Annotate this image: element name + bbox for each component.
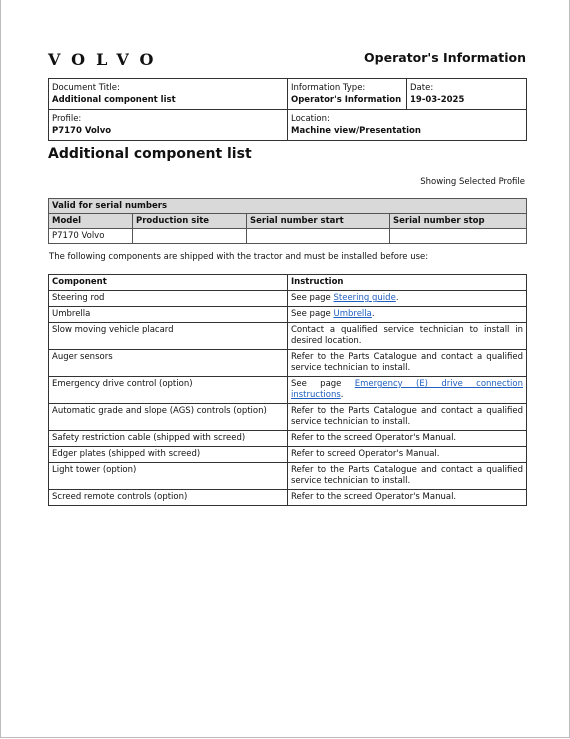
- serial-table-row: [49, 229, 527, 244]
- serial-cell-production-site: [133, 229, 247, 244]
- components-table: [48, 274, 527, 506]
- serial-header-model: Model: [49, 214, 133, 229]
- instruction-text: Contact a qualified service technician to install in desired location.: [291, 325, 523, 346]
- instruction-cell: [288, 307, 527, 323]
- instruction-text-end: .: [395, 293, 399, 303]
- document-title-cell: [49, 79, 288, 110]
- instruction-text: See page: [291, 293, 334, 303]
- table-row: [49, 490, 527, 506]
- table-row: [49, 463, 527, 490]
- info-type-value: Operator's Information: [291, 95, 402, 105]
- date-cell: [407, 79, 527, 110]
- component-cell: Screed remote controls (option): [49, 490, 288, 506]
- serial-cell-start: [247, 229, 390, 244]
- serial-table-caption: Valid for serial numbers: [49, 199, 527, 214]
- component-cell: Slow moving vehicle placard: [49, 323, 288, 350]
- table-row: [49, 291, 527, 307]
- instruction-text: See page: [291, 309, 334, 319]
- info-type-cell: [288, 79, 407, 110]
- location-label: Location:: [291, 114, 330, 124]
- component-cell: Auger sensors: [49, 350, 288, 377]
- component-cell: Automatic grade and slope (AGS) controls (option): [49, 404, 288, 431]
- instruction-text: Refer to the screed Operator's Manual.: [291, 492, 457, 502]
- component-cell: Emergency drive control (option): [49, 377, 288, 404]
- instruction-cell: [288, 463, 527, 490]
- info-type-label: Information Type:: [291, 83, 366, 93]
- document-title-value: Additional component list: [52, 95, 176, 105]
- profile-value: P7170 Volvo: [52, 126, 112, 136]
- instruction-text: Refer to screed Operator's Manual.: [291, 449, 440, 459]
- page-header: [48, 50, 526, 70]
- instruction-text: See page: [291, 379, 355, 389]
- profile-cell: [49, 110, 288, 141]
- instruction-text: Refer to the Parts Catalogue and contact a qualified service technician to install.: [291, 465, 523, 486]
- table-row: [49, 447, 527, 463]
- date-label: Date:: [410, 83, 434, 93]
- component-cell: Steering rod: [49, 291, 288, 307]
- instruction-text: Refer to the screed Operator's Manual.: [291, 433, 457, 443]
- instruction-link[interactable]: Emergency (E) drive connection instructions: [291, 379, 523, 400]
- showing-profile-text: Showing Selected Profile: [420, 177, 525, 187]
- table-row: [49, 404, 527, 431]
- serial-cell-model: P7170 Volvo: [49, 229, 133, 244]
- profile-label: Profile:: [52, 114, 82, 124]
- component-cell: Light tower (option): [49, 463, 288, 490]
- table-row: [49, 307, 527, 323]
- instruction-cell: [288, 377, 527, 404]
- volvo-logo: VOLVO: [48, 50, 165, 69]
- component-cell: Edger plates (shipped with screed): [49, 447, 288, 463]
- instruction-column-header: Instruction: [288, 275, 527, 291]
- intro-text: The following components are shipped with the tractor and must be installed before use:: [49, 252, 429, 262]
- instruction-link[interactable]: Steering guide: [333, 293, 396, 303]
- date-value: 19-03-2025: [410, 95, 465, 105]
- instruction-cell: [288, 350, 527, 377]
- component-column-header: Component: [49, 275, 288, 291]
- instruction-text: Refer to the Parts Catalogue and contact a qualified service technician to install.: [291, 352, 523, 373]
- component-cell: Umbrella: [49, 307, 288, 323]
- instruction-cell: [288, 291, 527, 307]
- instruction-text-end: .: [371, 309, 375, 319]
- page-title: Additional component list: [48, 146, 252, 162]
- instruction-link[interactable]: Umbrella: [333, 309, 372, 319]
- document-meta-table: [48, 78, 527, 141]
- instruction-text: Refer to the Parts Catalogue and contact a qualified service technician to install.: [291, 406, 523, 427]
- table-row: [49, 431, 527, 447]
- serial-header-start: Serial number start: [247, 214, 390, 229]
- location-cell: [288, 110, 527, 141]
- serial-header-stop: Serial number stop: [390, 214, 527, 229]
- document-title-label: Document Title:: [52, 83, 120, 93]
- instruction-cell: [288, 323, 527, 350]
- table-row: [49, 350, 527, 377]
- instruction-text-end: .: [340, 390, 344, 400]
- location-value: Machine view/Presentation: [291, 126, 421, 136]
- component-cell: Safety restriction cable (shipped with screed): [49, 431, 288, 447]
- instruction-cell: [288, 447, 527, 463]
- instruction-cell: [288, 490, 527, 506]
- table-row: [49, 377, 527, 404]
- instruction-cell: [288, 431, 527, 447]
- header-title: Operator's Information: [364, 50, 526, 65]
- serial-cell-stop: [390, 229, 527, 244]
- instruction-cell: [288, 404, 527, 431]
- table-row: [49, 323, 527, 350]
- serial-header-production-site: Production site: [133, 214, 247, 229]
- serial-numbers-table: [48, 198, 527, 244]
